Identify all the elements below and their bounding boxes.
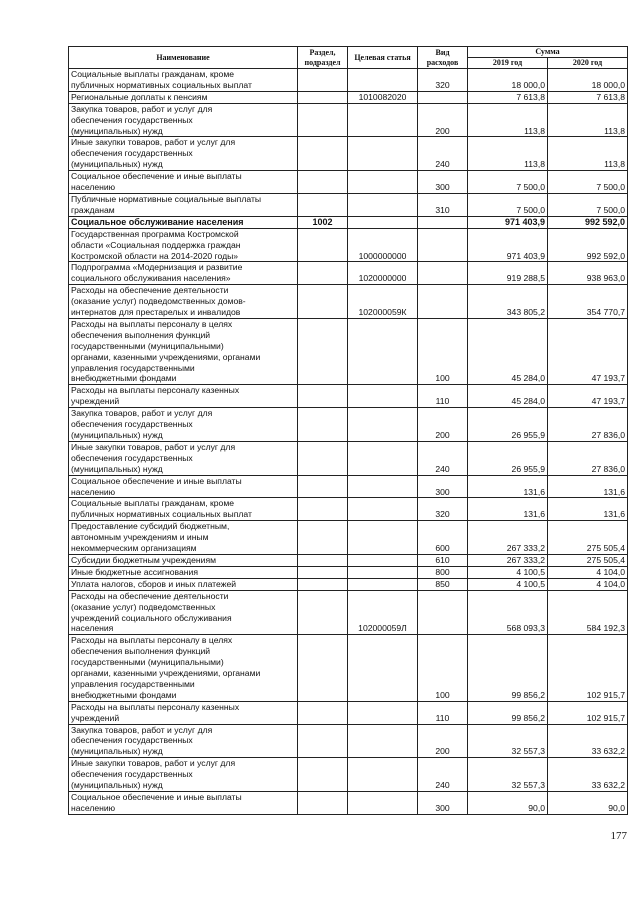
table-row bbox=[69, 408, 628, 442]
table-row bbox=[69, 475, 628, 498]
row-type: 240 bbox=[418, 758, 468, 792]
row-name: Социальное обеспечение и иные выплаты населению bbox=[69, 475, 298, 498]
row-sum-2020: 113,8 bbox=[548, 137, 628, 171]
table-row bbox=[69, 554, 628, 566]
row-name: Иные закупки товаров, работ и услуг для обеспечения государственных (муниципальных) нужд bbox=[69, 137, 298, 171]
row-sum-2019: 32 557,3 bbox=[468, 724, 548, 758]
row-section bbox=[298, 701, 348, 724]
row-section bbox=[298, 498, 348, 521]
row-section bbox=[298, 590, 348, 635]
row-sum-2020: 4 104,0 bbox=[548, 566, 628, 578]
row-type: 300 bbox=[418, 475, 468, 498]
row-target bbox=[348, 216, 418, 228]
row-sum-2020: 27 836,0 bbox=[548, 408, 628, 442]
table-row bbox=[69, 578, 628, 590]
row-sum-2020: 131,6 bbox=[548, 475, 628, 498]
row-target: 102000059Л bbox=[348, 590, 418, 635]
row-type: 310 bbox=[418, 193, 468, 216]
row-type: 100 bbox=[418, 635, 468, 701]
row-sum-2019: 267 333,2 bbox=[468, 554, 548, 566]
row-name: Иные закупки товаров, работ и услуг для обеспечения государственных (муниципальных) нужд bbox=[69, 758, 298, 792]
row-target bbox=[348, 408, 418, 442]
row-name: Субсидии бюджетным учреждениям bbox=[69, 554, 298, 566]
row-type: 320 bbox=[418, 498, 468, 521]
row-sum-2020: 18 000,0 bbox=[548, 69, 628, 92]
table-row bbox=[69, 69, 628, 92]
row-section bbox=[298, 137, 348, 171]
row-sum-2020: 275 505,4 bbox=[548, 554, 628, 566]
row-target bbox=[348, 137, 418, 171]
row-sum-2019: 18 000,0 bbox=[468, 69, 548, 92]
row-sum-2020: 7 500,0 bbox=[548, 193, 628, 216]
row-target bbox=[348, 103, 418, 137]
row-sum-2019: 971 403,9 bbox=[468, 216, 548, 228]
row-type: 200 bbox=[418, 724, 468, 758]
row-section bbox=[298, 758, 348, 792]
row-sum-2019: 45 284,0 bbox=[468, 385, 548, 408]
table-row bbox=[69, 635, 628, 701]
row-target bbox=[348, 758, 418, 792]
row-section bbox=[298, 441, 348, 475]
row-target bbox=[348, 318, 418, 384]
row-sum-2019: 7 613,8 bbox=[468, 91, 548, 103]
row-section bbox=[298, 285, 348, 319]
row-target bbox=[348, 475, 418, 498]
header-target: Целевая статья bbox=[348, 47, 418, 69]
row-sum-2019: 7 500,0 bbox=[468, 193, 548, 216]
row-sum-2020: 47 193,7 bbox=[548, 318, 628, 384]
row-target bbox=[348, 701, 418, 724]
table-header bbox=[69, 47, 628, 69]
row-name: Социальные выплаты гражданам, кроме публичных нормативных социальных выплат bbox=[69, 498, 298, 521]
row-target: 1010082020 bbox=[348, 91, 418, 103]
row-sum-2020: 7 613,8 bbox=[548, 91, 628, 103]
row-section bbox=[298, 171, 348, 194]
table-row bbox=[69, 171, 628, 194]
table-row bbox=[69, 758, 628, 792]
row-type: 600 bbox=[418, 521, 468, 555]
row-target: 102000059К bbox=[348, 285, 418, 319]
row-type: 300 bbox=[418, 171, 468, 194]
row-sum-2019: 131,6 bbox=[468, 498, 548, 521]
row-sum-2019: 113,8 bbox=[468, 103, 548, 137]
row-section bbox=[298, 103, 348, 137]
row-name: Иные бюджетные ассигнования bbox=[69, 566, 298, 578]
row-name: Публичные нормативные социальные выплаты гражданам bbox=[69, 193, 298, 216]
row-sum-2020: 33 632,2 bbox=[548, 758, 628, 792]
row-name: Иные закупки товаров, работ и услуг для обеспечения государственных (муниципальных) нужд bbox=[69, 441, 298, 475]
row-target bbox=[348, 578, 418, 590]
table-body bbox=[69, 69, 628, 815]
row-name: Расходы на обеспечение деятельности (оказание услуг) подведомственных учреждений социального обслуживания населения bbox=[69, 590, 298, 635]
row-type bbox=[418, 590, 468, 635]
row-type: 200 bbox=[418, 103, 468, 137]
row-sum-2020: 275 505,4 bbox=[548, 521, 628, 555]
row-sum-2019: 45 284,0 bbox=[468, 318, 548, 384]
row-section: 1002 bbox=[298, 216, 348, 228]
row-sum-2020: 584 192,3 bbox=[548, 590, 628, 635]
row-type bbox=[418, 262, 468, 285]
row-name: Расходы на выплаты персоналу казенных учреждений bbox=[69, 701, 298, 724]
row-name: Социальное обеспечение и иные выплаты населению bbox=[69, 171, 298, 194]
row-sum-2019: 90,0 bbox=[468, 792, 548, 815]
row-target bbox=[348, 171, 418, 194]
row-sum-2020: 992 592,0 bbox=[548, 228, 628, 262]
row-name: Закупка товаров, работ и услуг для обеспечения государственных (муниципальных) нужд bbox=[69, 103, 298, 137]
row-sum-2019: 343 805,2 bbox=[468, 285, 548, 319]
row-sum-2020: 938 963,0 bbox=[548, 262, 628, 285]
row-type: 800 bbox=[418, 566, 468, 578]
row-sum-2019: 568 093,3 bbox=[468, 590, 548, 635]
row-sum-2019: 26 955,9 bbox=[468, 408, 548, 442]
row-section bbox=[298, 578, 348, 590]
row-target bbox=[348, 566, 418, 578]
row-target bbox=[348, 498, 418, 521]
row-target: 1000000000 bbox=[348, 228, 418, 262]
row-sum-2019: 26 955,9 bbox=[468, 441, 548, 475]
row-section bbox=[298, 521, 348, 555]
row-name: Расходы на выплаты персоналу казенных учреждений bbox=[69, 385, 298, 408]
header-type: Вид расходов bbox=[418, 47, 468, 69]
row-name: Расходы на обеспечение деятельности (оказание услуг) подведомственных домов- интернатов для престарелых и инвалидов bbox=[69, 285, 298, 319]
row-type bbox=[418, 216, 468, 228]
table-row bbox=[69, 385, 628, 408]
row-target: 1020000000 bbox=[348, 262, 418, 285]
row-sum-2020: 102 915,7 bbox=[548, 701, 628, 724]
table-row bbox=[69, 566, 628, 578]
row-sum-2019: 267 333,2 bbox=[468, 521, 548, 555]
row-target bbox=[348, 635, 418, 701]
row-name: Социальное обеспечение и иные выплаты населению bbox=[69, 792, 298, 815]
row-sum-2019: 971 403,9 bbox=[468, 228, 548, 262]
row-target bbox=[348, 441, 418, 475]
row-name: Уплата налогов, сборов и иных платежей bbox=[69, 578, 298, 590]
row-name: Закупка товаров, работ и услуг для обеспечения государственных (муниципальных) нужд bbox=[69, 724, 298, 758]
table-row bbox=[69, 590, 628, 635]
row-type: 240 bbox=[418, 137, 468, 171]
table-row bbox=[69, 216, 628, 228]
row-target bbox=[348, 724, 418, 758]
row-target bbox=[348, 792, 418, 815]
row-section bbox=[298, 228, 348, 262]
row-section bbox=[298, 554, 348, 566]
header-sum: Сумма bbox=[468, 47, 628, 58]
table-row bbox=[69, 285, 628, 319]
row-target bbox=[348, 385, 418, 408]
row-section bbox=[298, 91, 348, 103]
row-sum-2020: 7 500,0 bbox=[548, 171, 628, 194]
table-row bbox=[69, 521, 628, 555]
header-year-2019: 2019 год bbox=[468, 58, 548, 69]
header-section: Раздел, подраздел bbox=[298, 47, 348, 69]
row-target bbox=[348, 193, 418, 216]
row-section bbox=[298, 408, 348, 442]
row-sum-2020: 354 770,7 bbox=[548, 285, 628, 319]
row-section bbox=[298, 792, 348, 815]
row-section bbox=[298, 475, 348, 498]
row-type: 110 bbox=[418, 701, 468, 724]
row-name: Предоставление субсидий бюджетным, автономным учреждениям и иным некоммерческим организациям bbox=[69, 521, 298, 555]
table-row bbox=[69, 701, 628, 724]
row-sum-2020: 47 193,7 bbox=[548, 385, 628, 408]
row-type: 240 bbox=[418, 441, 468, 475]
table-row bbox=[69, 792, 628, 815]
row-target bbox=[348, 554, 418, 566]
table-row bbox=[69, 262, 628, 285]
row-type: 320 bbox=[418, 69, 468, 92]
row-name: Государственная программа Костромской области «Социальная поддержка граждан Костромской области на 2014-2020 годы» bbox=[69, 228, 298, 262]
table-row bbox=[69, 193, 628, 216]
row-type: 300 bbox=[418, 792, 468, 815]
row-sum-2019: 113,8 bbox=[468, 137, 548, 171]
row-sum-2020: 90,0 bbox=[548, 792, 628, 815]
row-section bbox=[298, 635, 348, 701]
row-section bbox=[298, 193, 348, 216]
budget-table bbox=[68, 46, 628, 815]
page-number: 177 bbox=[610, 830, 627, 842]
row-section bbox=[298, 566, 348, 578]
row-target bbox=[348, 69, 418, 92]
row-name: Подпрограмма «Модернизация и развитие социального обслуживания населения» bbox=[69, 262, 298, 285]
row-sum-2019: 7 500,0 bbox=[468, 171, 548, 194]
row-section bbox=[298, 385, 348, 408]
header-name: Наименование bbox=[69, 47, 298, 69]
row-section bbox=[298, 318, 348, 384]
row-name: Региональные доплаты к пенсиям bbox=[69, 91, 298, 103]
row-sum-2019: 131,6 bbox=[468, 475, 548, 498]
row-sum-2019: 99 856,2 bbox=[468, 635, 548, 701]
row-section bbox=[298, 262, 348, 285]
table-row bbox=[69, 498, 628, 521]
row-section bbox=[298, 69, 348, 92]
row-type: 610 bbox=[418, 554, 468, 566]
row-type bbox=[418, 91, 468, 103]
row-target bbox=[348, 521, 418, 555]
row-name: Расходы на выплаты персоналу в целях обеспечения выполнения функций государственными (муниципальными) органами, казенными учреждениями, органами управления государственными внебюджетными фондами bbox=[69, 318, 298, 384]
row-type: 100 bbox=[418, 318, 468, 384]
table-row bbox=[69, 137, 628, 171]
row-type: 850 bbox=[418, 578, 468, 590]
row-sum-2020: 992 592,0 bbox=[548, 216, 628, 228]
table-row bbox=[69, 103, 628, 137]
row-sum-2020: 102 915,7 bbox=[548, 635, 628, 701]
row-name: Социальное обслуживание населения bbox=[69, 216, 298, 228]
row-name: Расходы на выплаты персоналу в целях обеспечения выполнения функций государственными (муниципальными) органами, казенными учреждениями, органами управления государственными внебюджетными фондами bbox=[69, 635, 298, 701]
row-sum-2019: 32 557,3 bbox=[468, 758, 548, 792]
row-sum-2019: 99 856,2 bbox=[468, 701, 548, 724]
row-sum-2020: 27 836,0 bbox=[548, 441, 628, 475]
table-row bbox=[69, 441, 628, 475]
row-type: 110 bbox=[418, 385, 468, 408]
row-type: 200 bbox=[418, 408, 468, 442]
row-sum-2019: 4 100,5 bbox=[468, 566, 548, 578]
table-row bbox=[69, 318, 628, 384]
row-sum-2019: 4 100,5 bbox=[468, 578, 548, 590]
row-type bbox=[418, 228, 468, 262]
row-sum-2020: 113,8 bbox=[548, 103, 628, 137]
row-sum-2020: 4 104,0 bbox=[548, 578, 628, 590]
row-sum-2019: 919 288,5 bbox=[468, 262, 548, 285]
row-name: Закупка товаров, работ и услуг для обеспечения государственных (муниципальных) нужд bbox=[69, 408, 298, 442]
row-sum-2020: 33 632,2 bbox=[548, 724, 628, 758]
table-row bbox=[69, 724, 628, 758]
header-year-2020: 2020 год bbox=[548, 58, 628, 69]
row-type bbox=[418, 285, 468, 319]
row-name: Социальные выплаты гражданам, кроме публичных нормативных социальных выплат bbox=[69, 69, 298, 92]
table-row bbox=[69, 91, 628, 103]
row-sum-2020: 131,6 bbox=[548, 498, 628, 521]
table-row bbox=[69, 228, 628, 262]
row-section bbox=[298, 724, 348, 758]
